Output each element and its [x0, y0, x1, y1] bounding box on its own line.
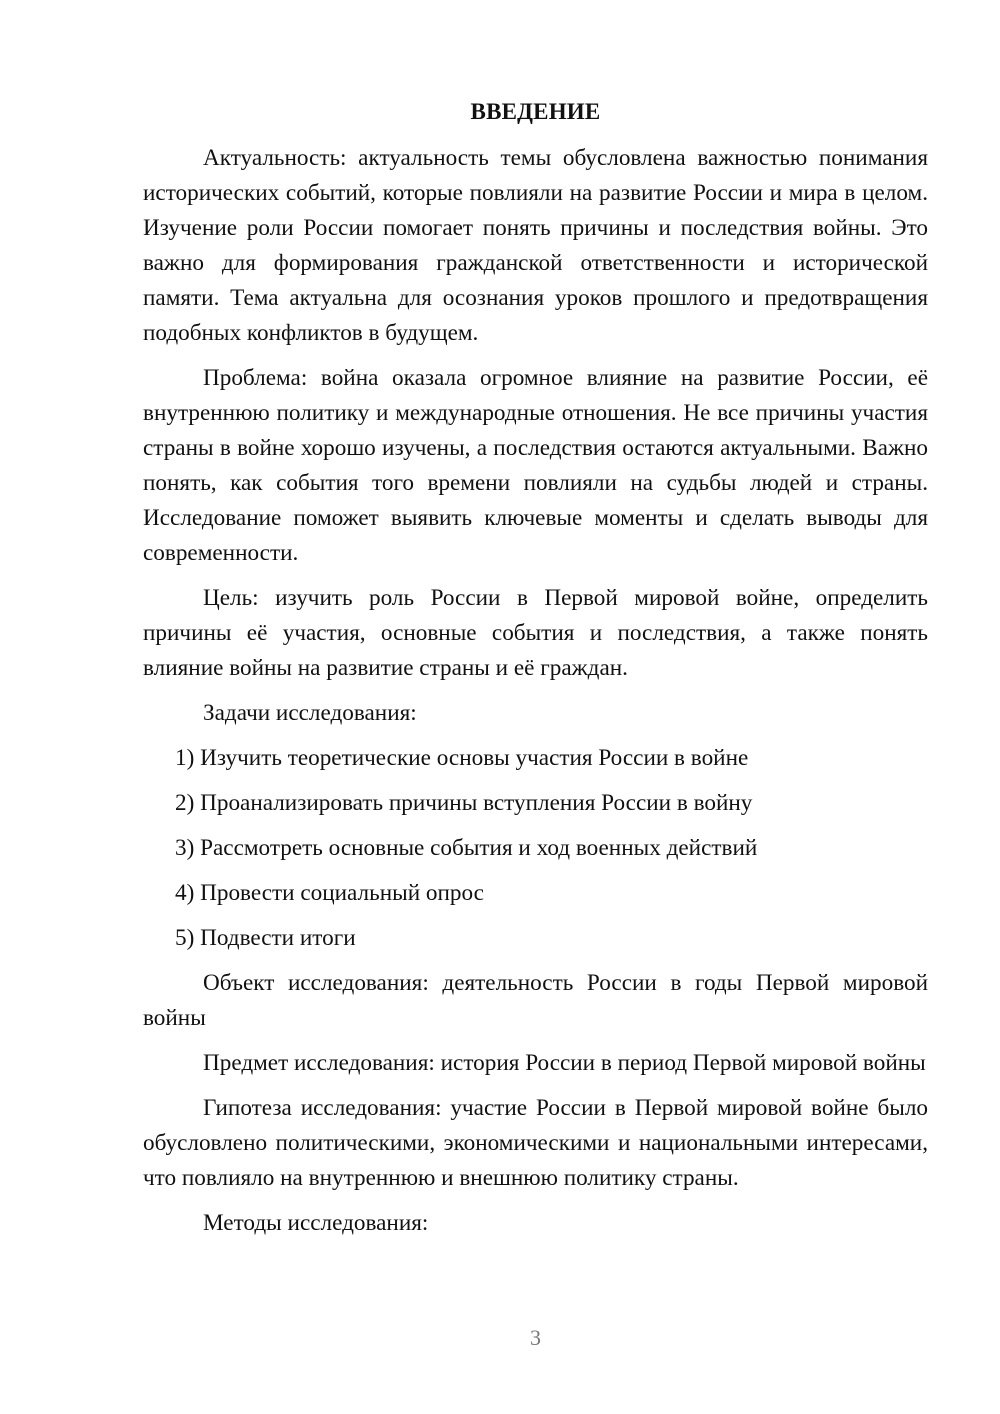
section-title: ВВЕДЕНИЕ [470, 99, 601, 124]
task-item: 3) Рассмотреть основные события и ход военных действий [175, 835, 758, 861]
task-item: 1) Изучить теоретические основы участия России в войне [175, 745, 749, 771]
page-number: 3 [530, 1325, 541, 1350]
object-paragraph: Объект исследования: деятельность России в годы Первой мировой войны [143, 970, 928, 1031]
body-text [143, 141, 928, 1241]
hypothesis-paragraph: Гипотеза исследования: участие России в Первой мировой войне было обусловлено политическими, экономическими и национальными интересами, что повлияло на внутреннюю и внешнюю политику страны. [143, 1095, 928, 1191]
tasks-heading: Задачи исследования: [203, 700, 417, 726]
task-item: 4) Провести социальный опрос [175, 880, 484, 906]
relevance-paragraph: Актуальность: актуальность темы обусловлена важностью понимания исторических событий, которые повлияли на развитие России и мира в целом. Изучение роли России помогает понять причины и последствия войны. Это важно для формирования гражданской ответственности и исторической памяти. Тема актуальна для осознания уроков прошлого и предотвращения подобных конфликтов в будущем. [143, 145, 928, 346]
task-item: 2) Проанализировать причины вступления России в войну [175, 790, 753, 816]
subject-paragraph: Предмет исследования: история России в период Первой мировой войны [203, 1050, 926, 1076]
methods-heading: Методы исследования: [203, 1210, 429, 1236]
problem-paragraph: Проблема: война оказала огромное влияние на развитие России, её внутреннюю политику и международные отношения. Не все причины участия страны в войне хорошо изучены, а последствия остаются актуальными. Важно понять, как события того времени повлияли на судьбы людей и страны. Исследование поможет выявить ключевые моменты и сделать выводы для современности. [143, 365, 928, 566]
goal-paragraph: Цель: изучить роль России в Первой мировой войне, определить причины её участия, основные события и последствия, а также понять влияние войны на развитие страны и её граждан. [143, 585, 928, 681]
task-item: 5) Подвести итоги [175, 925, 356, 951]
